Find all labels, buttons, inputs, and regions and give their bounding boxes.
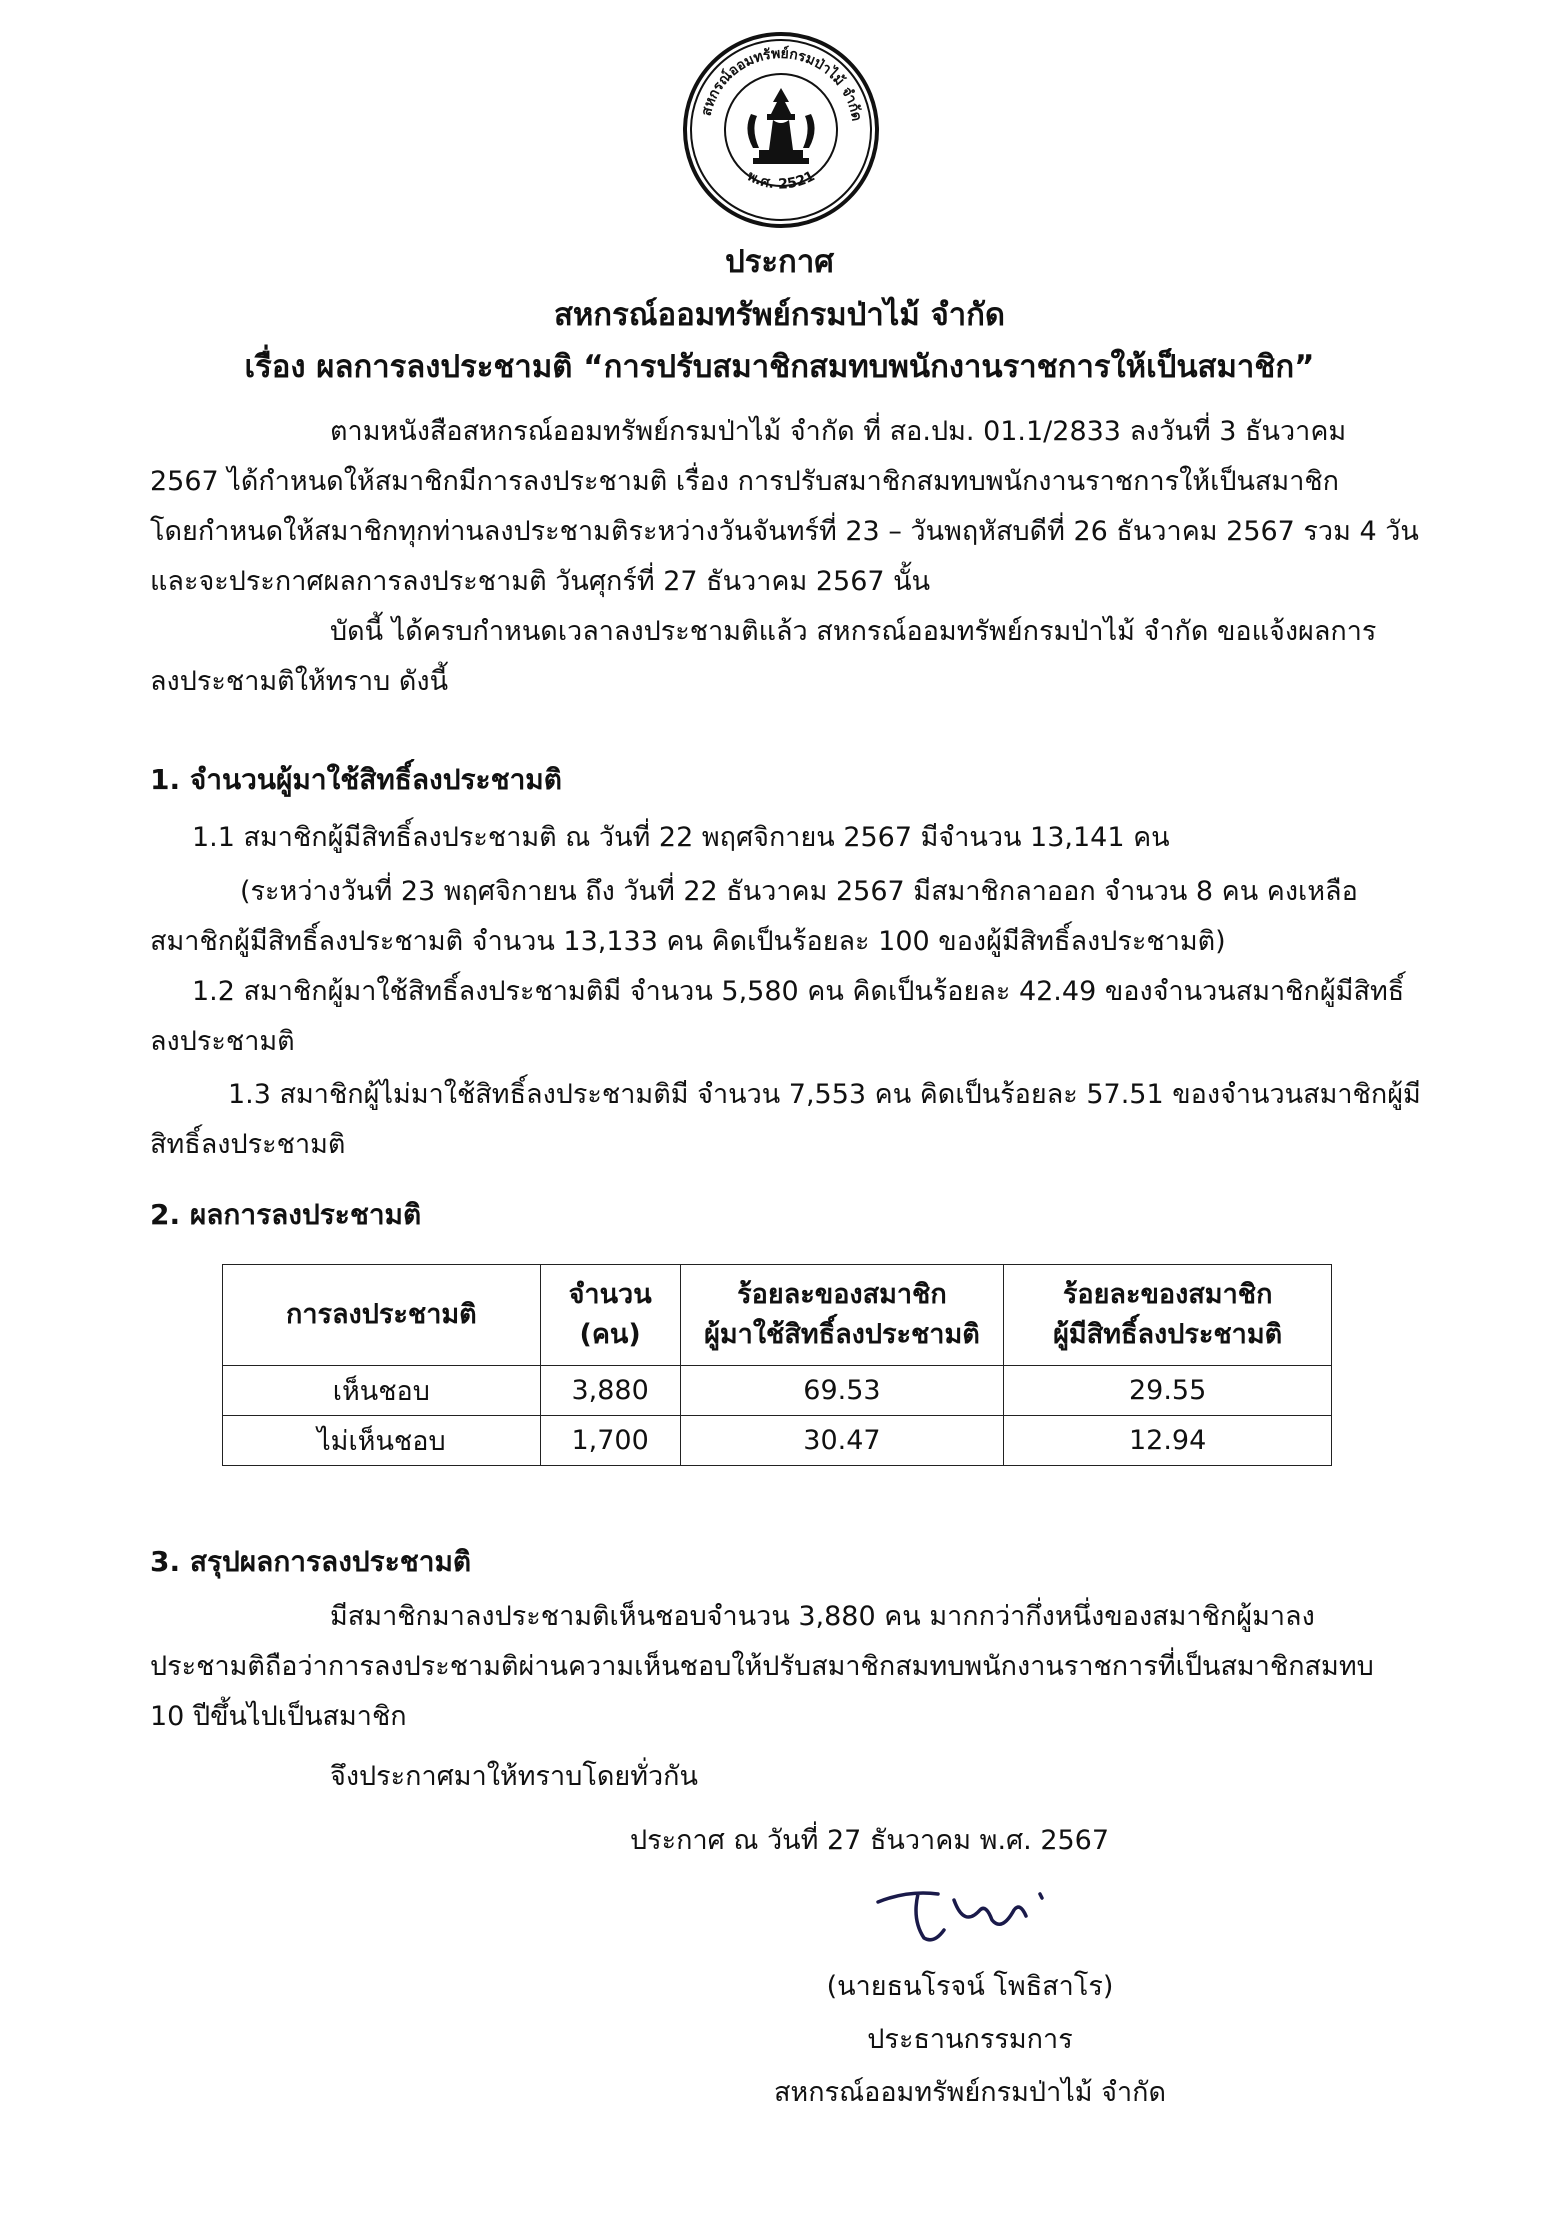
section-1-item-1: 1.1 สมาชิกผู้มีสิทธิ์ลงประชามติ ณ วันที่ 22 พฤศจิกายน 2567 มีจำนวน 13,141 คน: [192, 822, 1170, 853]
cell-count: 3,880: [540, 1366, 680, 1416]
signatory-organization: สหกรณ์ออมทรัพย์กรมป่าไม้ จำกัด: [773, 2077, 1167, 2108]
intro-p2-line-1: บัดนี้ ได้ครบกำหนดเวลาลงประชามติแล้ว สหกรณ์ออมทรัพย์กรมป่าไม้ จำกัด ขอแจ้งผลการ: [330, 616, 1377, 647]
header-percent-voters: ร้อยละของสมาชิก ผู้มาใช้สิทธิ์ลงประชามติ: [680, 1265, 1004, 1366]
section-3-line-3: 10 ปีขึ้นไปเป็นสมาชิก: [150, 1701, 407, 1732]
closing-date: ประกาศ ณ วันที่ 27 ธันวาคม พ.ศ. 2567: [630, 1825, 1110, 1856]
header-count: จำนวน (คน): [540, 1265, 680, 1366]
cell-count: 1,700: [540, 1416, 680, 1466]
section-1-item-1-note-line-2: สมาชิกผู้มีสิทธิ์ลงประชามติ จำนวน 13,133 คน คิดเป็นร้อยละ 100 ของผู้มีสิทธิ์ลงประชามติ): [150, 926, 1226, 957]
section-1-item-3-line-2: สิทธิ์ลงประชามติ: [150, 1129, 346, 1160]
section-1-item-3-line-1: 1.3 สมาชิกผู้ไม่มาใช้สิทธิ์ลงประชามติมี จำนวน 7,553 คน คิดเป็นร้อยละ 57.51 ของจำนวนสมาชิกผู้มี: [228, 1079, 1421, 1110]
svg-text:พ.ศ. 2521: [745, 168, 818, 192]
signatory-position: ประธานกรรมการ: [867, 2024, 1073, 2055]
subject-title: เรื่อง ผลการลงประชามติ “การปรับสมาชิกสมทบพนักงานราชการให้เป็นสมาชิก”: [244, 349, 1315, 385]
handwritten-signature-icon: [868, 1880, 1068, 1950]
closing-announce: จึงประกาศมาให้ทราบโดยทั่วกัน: [330, 1761, 698, 1792]
table-header-row: [223, 1265, 1332, 1366]
vote-results-table: [222, 1264, 1332, 1466]
table-row: [223, 1366, 1332, 1416]
seal-year-text: พ.ศ. 2521: [744, 168, 818, 193]
organization-title: สหกรณ์ออมทรัพย์กรมป่าไม้ จำกัด: [553, 297, 1006, 333]
cell-percent-voters: 30.47: [680, 1416, 1004, 1466]
cooperative-seal-icon: [681, 30, 881, 230]
cell-percent-eligible: 29.55: [1004, 1366, 1332, 1416]
intro-p2-line-2: ลงประชามติให้ทราบ ดังนี้: [150, 666, 449, 697]
seal-ring-text: สหกรณ์ออมทรัพย์กรมป่าไม้ จำกัด: [698, 45, 865, 123]
section-1-item-2-line-1: 1.2 สมาชิกผู้มาใช้สิทธิ์ลงประชามติมี จำนวน 5,580 คน คิดเป็นร้อยละ 42.49 ของจำนวนสมาชิกผู้มีสิทธิ์: [192, 976, 1405, 1007]
section-1-item-1-note-line-1: (ระหว่างวันที่ 23 พฤศจิกายน ถึง วันที่ 22 ธันวาคม 2567 มีสมาชิกลาออก จำนวน 8 คน คงเหลือ: [240, 876, 1358, 907]
intro-p1-line-4: และจะประกาศผลการลงประชามติ วันศุกร์ที่ 27 ธันวาคม 2567 นั้น: [150, 566, 931, 597]
section-3-heading: 3. สรุปผลการลงประชามติ: [150, 1545, 472, 1578]
signatory-name: (นายธนโรจน์ โพธิสาโร): [826, 1971, 1114, 2002]
intro-p1-line-3: โดยกำหนดให้สมาชิกทุกท่านลงประชามติระหว่างวันจันทร์ที่ 23 – วันพฤหัสบดีที่ 26 ธันวาคม 2567 รวม 4 วัน: [150, 516, 1419, 547]
cell-percent-eligible: 12.94: [1004, 1416, 1332, 1466]
section-1-heading: 1. จำนวนผู้มาใช้สิทธิ์ลงประชามติ: [150, 763, 562, 796]
cell-percent-voters: 69.53: [680, 1366, 1004, 1416]
header-percent-eligible: ร้อยละของสมาชิก ผู้มีสิทธิ์ลงประชามติ: [1004, 1265, 1332, 1366]
intro-p1-line-2: 2567 ได้กำหนดให้สมาชิกมีการลงประชามติ เรื่อง การปรับสมาชิกสมทบพนักงานราชการให้เป็นสมาชิก: [150, 466, 1340, 497]
section-3-line-2: ประชามติถือว่าการลงประชามติผ่านความเห็นชอบให้ปรับสมาชิกสมทบพนักงานราชการที่เป็นสมาชิกสมทบ: [150, 1651, 1374, 1682]
document-title: ประกาศ: [725, 244, 834, 280]
section-2-heading: 2. ผลการลงประชามติ: [150, 1198, 422, 1231]
section-1-item-2-line-2: ลงประชามติ: [150, 1026, 295, 1057]
intro-p1-line-1: ตามหนังสือสหกรณ์ออมทรัพย์กรมป่าไม้ จำกัด ที่ สอ.ปม. 01.1/2833 ลงวันที่ 3 ธันวาคม: [330, 416, 1347, 447]
header-vote-type: การลงประชามติ: [223, 1265, 541, 1366]
section-3-line-1: มีสมาชิกมาลงประชามติเห็นชอบจำนวน 3,880 คน มากกว่ากึ่งหนึ่งของสมาชิกผู้มาลง: [330, 1601, 1315, 1632]
table-row: [223, 1416, 1332, 1466]
cell-vote-type: เห็นชอบ: [223, 1366, 541, 1416]
cell-vote-type: ไม่เห็นชอบ: [223, 1416, 541, 1466]
